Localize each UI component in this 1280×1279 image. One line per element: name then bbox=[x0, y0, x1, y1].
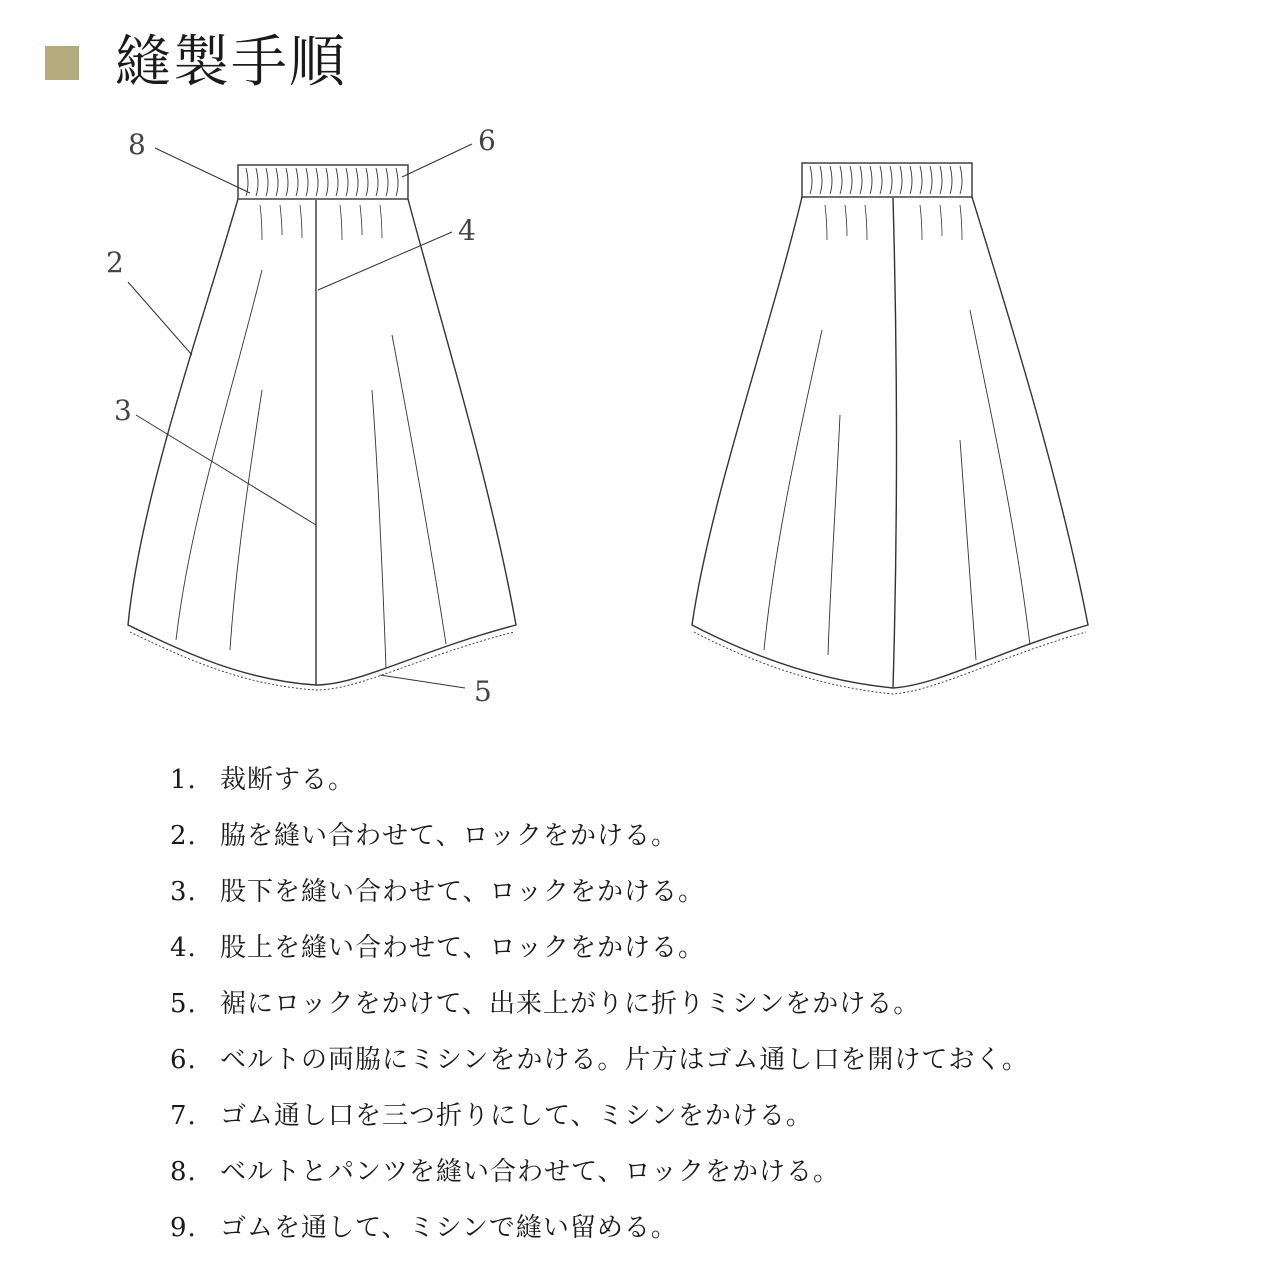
step-text: 股上を縫い合わせて、ロックをかける。 bbox=[220, 933, 705, 963]
step-text: 股下を縫い合わせて、ロックをかける。 bbox=[220, 877, 705, 907]
step-item bbox=[170, 864, 1029, 920]
callout-8: 8 bbox=[128, 128, 146, 161]
back-center-seam bbox=[893, 198, 897, 688]
step-number: 5. bbox=[170, 989, 197, 1019]
callout-5: 5 bbox=[474, 675, 492, 708]
step-text: ベルトの両脇にミシンをかける。片方はゴム通し口を開けておく。 bbox=[220, 1045, 1029, 1075]
step-number: 1. bbox=[170, 765, 197, 795]
step-number: 8. bbox=[170, 1157, 197, 1187]
step-number: 3. bbox=[170, 877, 197, 907]
step-item bbox=[170, 752, 1029, 808]
callout-2: 2 bbox=[106, 246, 124, 279]
step-text: 裾にロックをかけて、出来上がりに折りミシンをかける。 bbox=[220, 989, 921, 1019]
step-number: 4. bbox=[170, 933, 197, 963]
step-item bbox=[170, 920, 1029, 976]
back-outline bbox=[692, 197, 1088, 688]
front-waistband bbox=[238, 165, 408, 199]
step-item bbox=[170, 1088, 1029, 1144]
step-item bbox=[170, 808, 1029, 864]
front-outline bbox=[128, 199, 516, 685]
step-item bbox=[170, 1032, 1029, 1088]
back-waistband bbox=[802, 163, 972, 197]
callout-4: 4 bbox=[458, 214, 476, 247]
step-item bbox=[170, 1200, 1029, 1256]
step-item bbox=[170, 1144, 1029, 1200]
step-text: ゴム通し口を三つ折りにして、ミシンをかける。 bbox=[220, 1101, 813, 1131]
step-number: 6. bbox=[170, 1045, 197, 1075]
step-number: 2. bbox=[170, 821, 197, 851]
step-text: 裁断する。 bbox=[220, 765, 356, 795]
back-view-pants bbox=[692, 163, 1088, 694]
callout-leaders bbox=[128, 144, 472, 688]
step-item bbox=[170, 976, 1029, 1032]
page-title: 縫製手順 bbox=[115, 29, 347, 95]
step-number: 7. bbox=[170, 1101, 197, 1131]
step-text: 脇を縫い合わせて、ロックをかける。 bbox=[220, 821, 678, 851]
step-text: ゴムを通して、ミシンで縫い留める。 bbox=[220, 1213, 678, 1243]
sewing-steps-list bbox=[170, 752, 1029, 1256]
callout-6: 6 bbox=[478, 124, 496, 157]
step-text: ベルトとパンツを縫い合わせて、ロックをかける。 bbox=[220, 1157, 840, 1187]
step-number: 9. bbox=[170, 1213, 197, 1243]
callout-3: 3 bbox=[114, 394, 132, 427]
